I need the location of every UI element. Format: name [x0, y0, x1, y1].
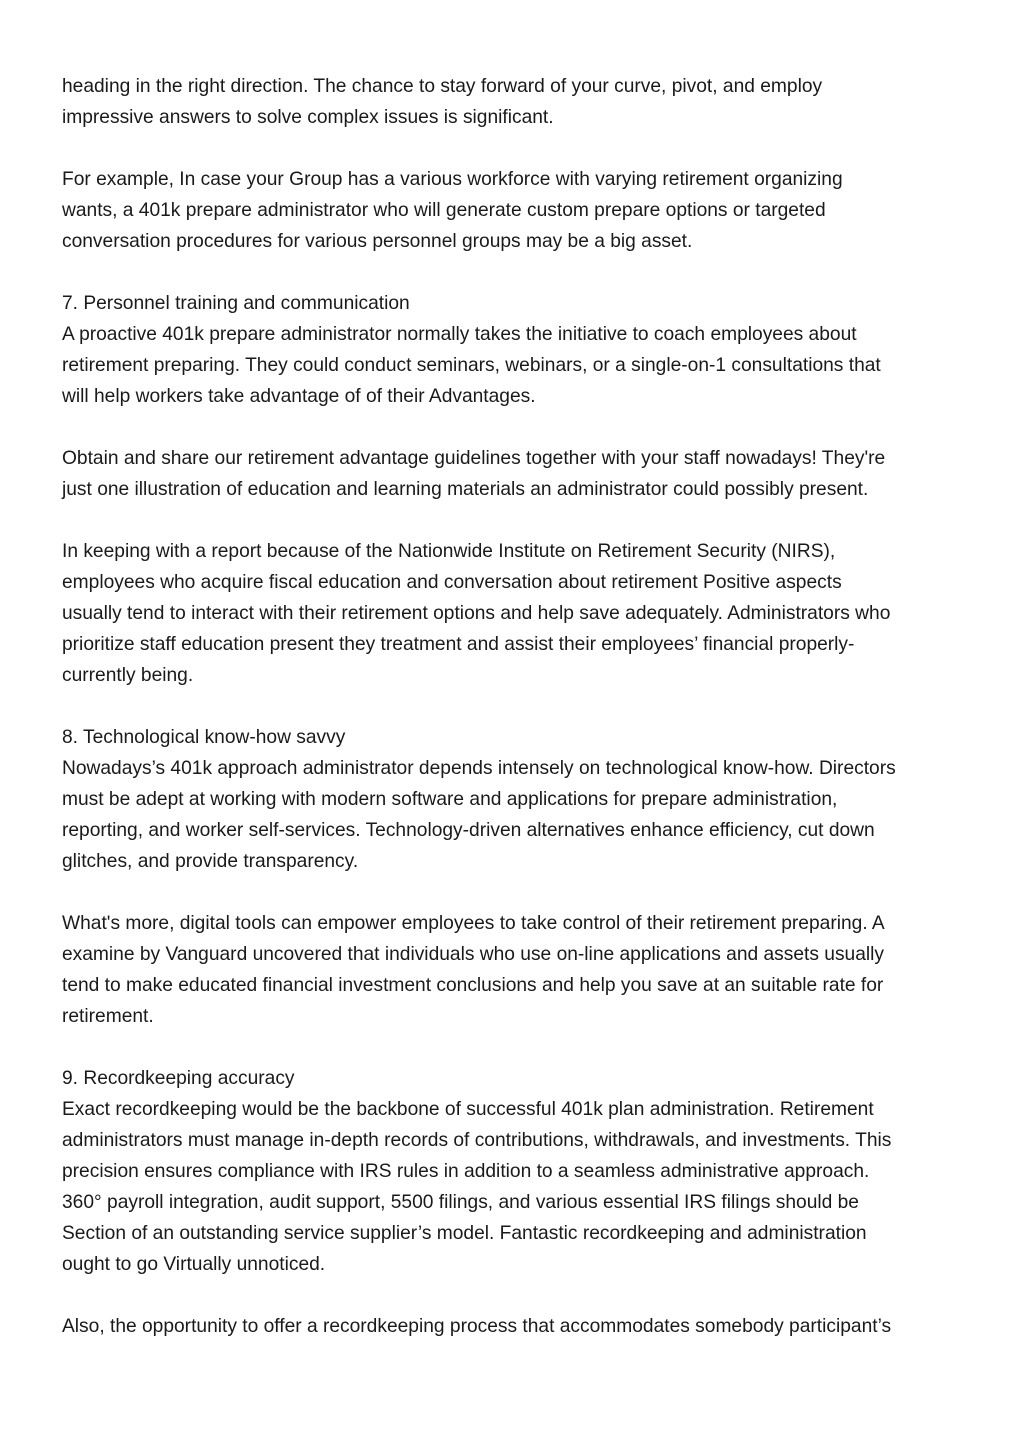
paragraph: [62, 1311, 972, 1342]
text-line: just one illustration of education and learning materials an administrator could possibly present.: [62, 479, 869, 500]
text-line: 360° payroll integration, audit support, 5500 filings, and various essential IRS filings should be: [62, 1192, 859, 1213]
text-line: will help workers take advantage of of their Advantages.: [62, 386, 536, 407]
text-line: tend to make educated financial investment conclusions and help you save at an suitable rate for: [62, 975, 884, 996]
text-line: glitches, and provide transparency.: [62, 851, 359, 872]
text-line: Obtain and share our retirement advantage guidelines together with your staff nowadays! They're: [62, 448, 886, 469]
section-personnel-training: [62, 288, 972, 412]
text-line: What's more, digital tools can empower employees to take control of their retirement preparing. A: [62, 913, 885, 934]
text-line: Also, the opportunity to offer a recordkeeping process that accommodates somebody participant’s: [62, 1316, 892, 1337]
paragraph: [62, 164, 972, 257]
paragraph-spacer: [62, 1032, 972, 1063]
text-line: A proactive 401k prepare administrator normally takes the initiative to coach employees about: [62, 324, 857, 345]
section-heading: 9. Recordkeeping accuracy: [62, 1068, 295, 1089]
text-line: In keeping with a report because of the Nationwide Institute on Retirement Security (NIRS),: [62, 541, 836, 562]
text-line: currently being.: [62, 665, 194, 686]
paragraph-spacer: [62, 505, 972, 536]
paragraph: [62, 536, 972, 691]
section-technological-savvy: [62, 722, 972, 877]
section-heading: 7. Personnel training and communication: [62, 293, 410, 314]
paragraph: [62, 908, 972, 1032]
text-line: examine by Vanguard uncovered that individuals who use on-line applications and assets usually: [62, 944, 885, 965]
text-line: For example, In case your Group has a various workforce with varying retirement organizing: [62, 169, 843, 190]
paragraph: [62, 443, 972, 505]
paragraph: [62, 71, 972, 133]
paragraph-spacer: [62, 1280, 972, 1311]
paragraph-spacer: [62, 691, 972, 722]
text-line: Section of an outstanding service supplier’s model. Fantastic recordkeeping and administration: [62, 1223, 867, 1244]
text-line: retirement preparing. They could conduct seminars, webinars, or a single-on-1 consultations that: [62, 355, 881, 376]
paragraph-spacer: [62, 257, 972, 288]
section-heading: 8. Technological know-how savvy: [62, 727, 346, 748]
text-line: Nowadays’s 401k approach administrator depends intensely on technological know-how. Directors: [62, 758, 896, 779]
text-line: heading in the right direction. The chance to stay forward of your curve, pivot, and employ: [62, 76, 823, 97]
document-page: [62, 71, 972, 1342]
text-line: Exact recordkeeping would be the backbone of successful 401k plan administration. Retirement: [62, 1099, 874, 1120]
text-line: reporting, and worker self-services. Technology-driven alternatives enhance efficiency, cut down: [62, 820, 875, 841]
text-line: precision ensures compliance with IRS rules in addition to a seamless administrative approach.: [62, 1161, 870, 1182]
text-line: usually tend to interact with their retirement options and help save adequately. Administrators who: [62, 603, 891, 624]
text-line: conversation procedures for various personnel groups may be a big asset.: [62, 231, 693, 252]
paragraph-spacer: [62, 877, 972, 908]
text-line: impressive answers to solve complex issues is significant.: [62, 107, 554, 128]
paragraph-spacer: [62, 133, 972, 164]
text-line: employees who acquire fiscal education and conversation about retirement Positive aspects: [62, 572, 842, 593]
text-line: retirement.: [62, 1006, 154, 1027]
text-line: must be adept at working with modern software and applications for prepare administration,: [62, 789, 838, 810]
text-line: prioritize staff education present they treatment and assist their employees’ financial properly-: [62, 634, 855, 655]
section-recordkeeping-accuracy: [62, 1063, 972, 1280]
text-line: ought to go Virtually unnoticed.: [62, 1254, 326, 1275]
text-line: wants, a 401k prepare administrator who will generate custom prepare options or targeted: [62, 200, 826, 221]
text-line: administrators must manage in-depth records of contributions, withdrawals, and investments. This: [62, 1130, 892, 1151]
paragraph-spacer: [62, 412, 972, 443]
